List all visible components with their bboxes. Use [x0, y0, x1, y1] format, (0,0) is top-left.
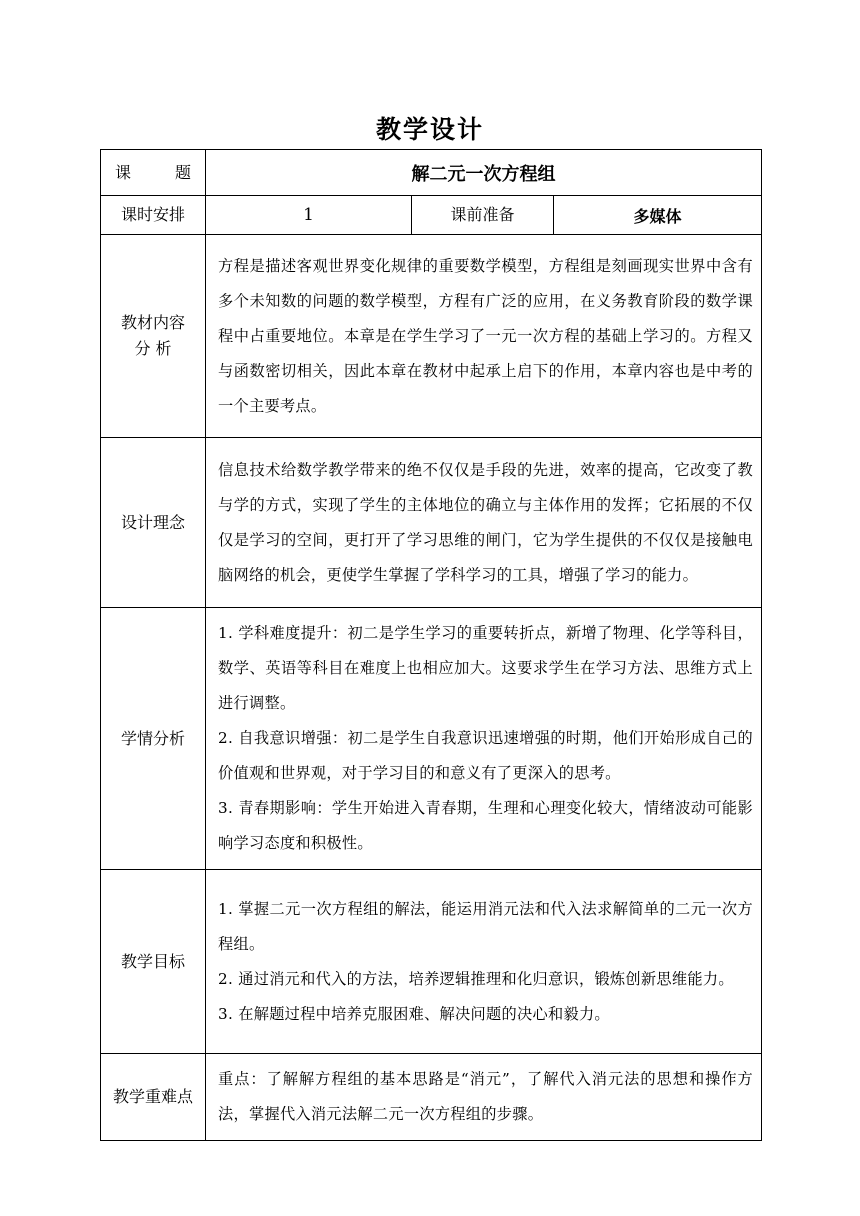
lesson-label: 课 题 [101, 150, 206, 196]
objectives-content [206, 870, 762, 1054]
objectives-row [101, 870, 762, 1054]
list-item: 1. 掌握二元一次方程组的解法，能运用消元法和代入法求解简单的二元一次方程组。 [218, 899, 754, 953]
page-title: 教学设计 [375, 115, 484, 144]
prep-label: 课前准备 [412, 196, 554, 235]
key-points-row [101, 1054, 762, 1141]
schedule-row [101, 196, 762, 235]
student-analysis-content [206, 608, 762, 870]
list-item: 1. 学科难度提升：初二是学生学习的重要转折点，新增了物理、化学等科目，数学、英语等科目在难度上也相应加大。这要求学生在学习方法、思维方式上进行调整。 [218, 624, 754, 712]
key-points-text: 重点：了解解方程组的基本思路是“消元”，了解代入消元法的思想和操作方法，掌握代入消元法解二元一次方程组的步骤。 [206, 1054, 762, 1141]
design-concept-label: 设计理念 [101, 438, 206, 608]
objectives-label: 教学目标 [101, 870, 206, 1054]
prep-value: 多媒体 [554, 196, 762, 235]
lesson-row [101, 150, 762, 196]
schedule-value: 1 [206, 196, 412, 235]
design-concept-row [101, 438, 762, 608]
content-analysis-label [101, 235, 206, 438]
student-analysis-label: 学情分析 [101, 608, 206, 870]
content-analysis-label-line1: 教材内容 [120, 313, 185, 332]
list-item: 2. 通过消元和代入的方法，培养逻辑推理和化归意识，锻炼创新思维能力。 [218, 969, 734, 988]
student-analysis-row [101, 608, 762, 870]
list-item: 3. 青春期影响：学生开始进入青春期，生理和心理变化较大，情绪波动可能影响学习态度和积极性。 [218, 799, 754, 852]
lesson-plan-table [100, 149, 762, 1141]
content-analysis-text: 方程是描述客观世界变化规律的重要数学模型，方程组是刻画现实世界中含有多个未知数的问题的数学模型，方程有广泛的应用，在义务教育阶段的数学课程中占重要地位。本章是在学生学习了一元一次方程的基础上学习的。方程又与函数密切相关，因此本章在教材中起承上启下的作用，本章内容也是中考的一个主要考点。 [206, 235, 762, 438]
key-points-label: 教学重难点 [101, 1054, 206, 1141]
content-analysis-row [101, 235, 762, 438]
schedule-label: 课时安排 [101, 196, 206, 235]
lesson-value: 解二元一次方程组 [206, 150, 762, 196]
design-concept-text: 信息技术给数学教学带来的绝不仅仅是手段的先进，效率的提高，它改变了教与学的方式，实现了学生的主体地位的确立与主体作用的发挥；它拓展的不仅仅是学习的空间，更打开了学习思维的闸门，它为学生提供的不仅仅是接触电脑网络的机会，更使学生掌握了学科学习的工具，增强了学习的能力。 [206, 438, 762, 608]
content-analysis-label-line2: 分 析 [134, 339, 172, 358]
list-item: 2. 自我意识增强：初二是学生自我意识迅速增强的时期，他们开始形成自己的价值观和世界观，对于学习目的和意义有了更深入的思考。 [218, 729, 754, 782]
list-item: 3. 在解题过程中培养克服困难、解决问题的决心和毅力。 [218, 1004, 610, 1023]
